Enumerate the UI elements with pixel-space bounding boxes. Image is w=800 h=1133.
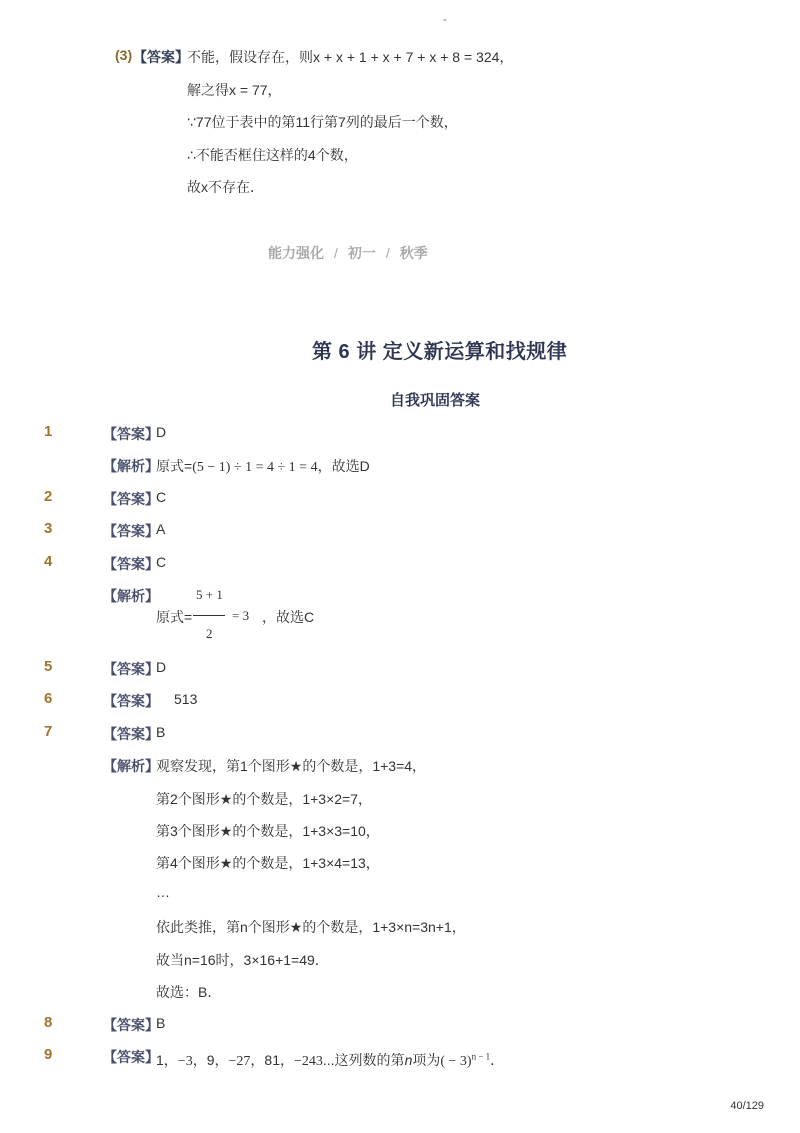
- part3-line-2: 解之得x = 77，: [187, 82, 282, 98]
- breadcrumb-course: 能力强化: [268, 245, 324, 261]
- analysis-prefix: 原式=: [156, 458, 193, 474]
- seq-part: ．: [490, 1052, 505, 1068]
- answer-tag: 【答案】: [103, 693, 159, 709]
- seq-part: ，81，: [250, 1052, 294, 1068]
- answer-tag: 【答案】: [103, 523, 159, 539]
- answer-tag: 【答案】: [103, 661, 159, 677]
- answer-value: C: [156, 554, 167, 570]
- seq-term: −243: [293, 1054, 323, 1069]
- question-number: 7: [44, 723, 53, 740]
- part-number: (3): [115, 47, 133, 63]
- analysis-tag: 【解析】: [103, 458, 159, 474]
- seq-part: ，9，: [192, 1052, 229, 1068]
- answer-tag: 【答案】: [103, 1017, 159, 1033]
- analysis-line: 故选：B．: [156, 984, 222, 1000]
- analysis-line: 第2个图形★的个数是，1+3×2=7，: [156, 791, 373, 807]
- analysis-line: 第3个图形★的个数是，1+3×3=10，: [156, 823, 380, 839]
- analysis-line: …: [156, 884, 170, 900]
- variable-n: n: [404, 1052, 413, 1068]
- question-number: 4: [44, 553, 53, 570]
- answer-value: C: [156, 489, 167, 505]
- seq-term: −27: [228, 1054, 251, 1069]
- seq-term: −3: [177, 1054, 193, 1069]
- analysis-line: 依此类推，第n个图形★的个数是，1+3×n=3n+1，: [156, 919, 466, 935]
- question-number: 6: [44, 690, 53, 707]
- breadcrumb-separator: /: [385, 245, 390, 261]
- seq-part: 项为: [412, 1052, 441, 1068]
- analysis-line: 观察发现，第1个图形★的个数是，1+3=4，: [156, 758, 427, 774]
- analysis-text: [156, 456, 370, 476]
- question-number: 2: [44, 488, 53, 505]
- breadcrumb-season: 秋季: [399, 245, 428, 261]
- fraction-denominator: 2: [206, 626, 213, 641]
- analysis-prefix: 原式=: [156, 609, 193, 625]
- seq-base: ( − 3): [440, 1054, 472, 1069]
- answer-value: B: [156, 1015, 166, 1031]
- breadcrumb: [268, 243, 428, 263]
- analysis-suffix: ，故选D: [317, 458, 370, 474]
- analysis-tag: 【解析】: [103, 758, 159, 774]
- question-number: 8: [44, 1014, 53, 1031]
- fraction-bar: [193, 615, 225, 616]
- analysis-line: 故当n=16时，3×16+1=49．: [156, 952, 329, 968]
- breadcrumb-grade: 初一: [347, 245, 376, 261]
- answer-value: 513: [174, 691, 198, 707]
- math-expression: = 3: [232, 608, 250, 623]
- answer-tag: 【答案】: [103, 426, 159, 442]
- question-number: 9: [44, 1046, 53, 1063]
- answer-sequence: [156, 1050, 504, 1070]
- part3-line-3: ∵77位于表中的第11行第7列的最后一个数，: [187, 114, 458, 130]
- answer-value: B: [156, 724, 166, 740]
- math-expression: (5 − 1) ÷ 1 = 4 ÷ 1 = 4: [192, 460, 318, 475]
- answer-value: A: [156, 521, 166, 537]
- section-title: 自我巩固答案: [390, 392, 481, 409]
- answer-tag: 【答案】: [103, 491, 159, 507]
- question-number: 5: [44, 658, 53, 675]
- page-number: 40/129: [730, 1100, 764, 1112]
- question-number: 1: [44, 423, 53, 440]
- answer-tag: 【答案】: [103, 726, 159, 742]
- analysis-tag: 【解析】: [103, 588, 159, 604]
- answer-tag: 【答案】: [103, 556, 159, 572]
- seq-exponent: n − 1: [471, 1051, 491, 1062]
- seq-part: ...这列数的第: [322, 1052, 405, 1068]
- answer-value: D: [156, 659, 167, 675]
- fraction-numerator: 5 + 1: [196, 587, 223, 602]
- top-mark: -: [443, 14, 447, 26]
- answer-value: D: [156, 424, 167, 440]
- part3-line-5: 故x不存在．: [187, 179, 264, 195]
- chapter-title: 第 6 讲 定义新运算和找规律: [312, 341, 568, 363]
- question-number: 3: [44, 520, 53, 537]
- answer-tag: 【答案】: [133, 49, 189, 65]
- part3-line-1: 不能，假设存在，则x + x + 1 + x + 7 + x + 8 = 324，: [187, 49, 514, 65]
- analysis-suffix: ，故选C: [262, 609, 315, 625]
- answer-tag: 【答案】: [103, 1049, 159, 1065]
- seq-part: 1，: [156, 1052, 178, 1068]
- breadcrumb-separator: /: [334, 245, 338, 261]
- part3-line-4: ∴不能否框住这样的4个数，: [187, 147, 358, 163]
- analysis-line: 第4个图形★的个数是，1+3×4=13，: [156, 855, 380, 871]
